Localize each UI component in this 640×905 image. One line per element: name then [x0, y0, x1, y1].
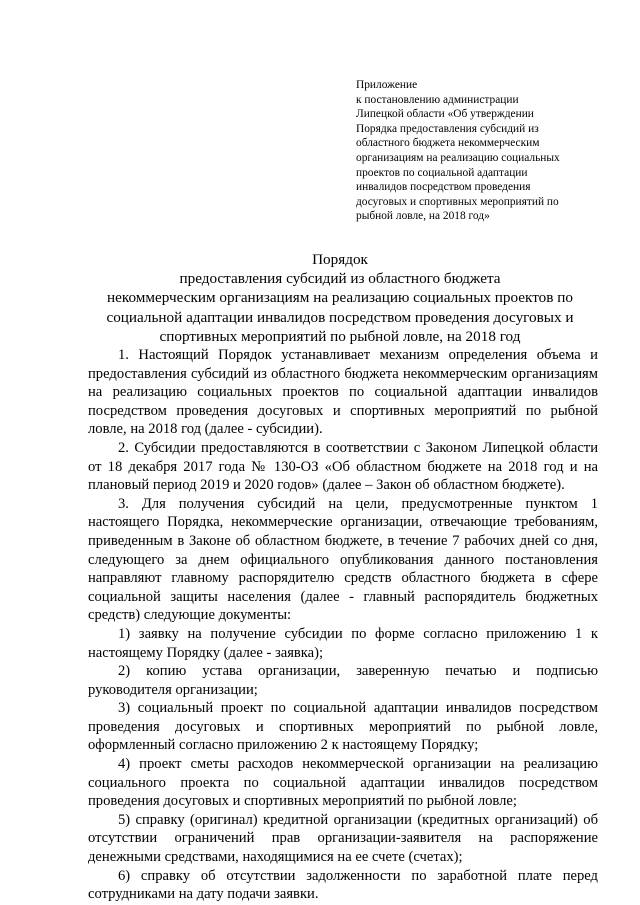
appendix-line: организациям на реализацию социальных — [356, 151, 560, 164]
paragraph-2: 2. Субсидии предоставляются в соответствии с Законом Липецкой области от 18 декабря 2017 года № 130-ОЗ «Об областном бюджете на 2018 год и на плановый период 2019 и 2020 годов» (далее – Закон об областном бюджете). — [88, 439, 598, 494]
appendix-line: Липецкой области «Об утверждении — [356, 108, 534, 121]
appendix-line: инвалидов посредством проведения — [356, 181, 531, 194]
appendix-line: рыбной ловле, на 2018 год» — [356, 210, 490, 223]
list-item-5: 5) справку (оригинал) кредитной организации (кредитных организаций) об отсутствии ограничений прав организации-заявителя на распоряжение денежными средствами, находящимися на ее счете (счетах); — [88, 811, 598, 866]
list-item-6: 6) справку об отсутствии задолженности по заработной плате перед сотрудниками на дату подачи заявки. — [88, 867, 598, 903]
appendix-line: областного бюджета некоммерческим — [356, 137, 540, 150]
title-line: социальной адаптации инвалидов посредством проведения досуговых и — [106, 308, 574, 326]
title-line: спортивных мероприятий по рыбной ловле, на 2018 год — [159, 327, 521, 345]
document-body — [88, 346, 598, 904]
paragraph-1: 1. Настоящий Порядок устанавливает механизм определения объема и предоставления субсидий из областного бюджета некоммерческим организациям на реализацию социальных проектов по социальной адаптации инвалидов посредством проведения досуговых и спортивных мероприятий по рыбной ловле, на 2018 год (далее - субсидии). — [88, 347, 598, 438]
title-line: предоставления субсидий из областного бюджета — [179, 270, 501, 288]
appendix-line: к постановлению администрации — [356, 93, 519, 106]
appendix-line: досуговых и спортивных мероприятий по — [356, 195, 559, 208]
title-line: некоммерческим организациям на реализацию социальных проектов по — [107, 289, 573, 307]
appendix-block — [356, 78, 596, 224]
list-item-4: 4) проект сметы расходов некоммерческой организации на реализацию социального проекта по социальной адаптации инвалидов посредством проведения досуговых и спортивных мероприятий по рыбной ловле; — [88, 756, 598, 810]
list-item-1: 1) заявку на получение субсидии по форме согласно приложению 1 к настоящему Порядку (далее - заявка); — [88, 625, 598, 661]
appendix-line: Приложение — [356, 79, 418, 91]
list-item-2: 2) копию устава организации, заверенную печатью и подписью руководителя организации; — [88, 663, 598, 698]
list-item-3: 3) социальный проект по социальной адаптации инвалидов посредством проведения досуговых и спортивных мероприятий по рыбной ловле, оформленный согласно приложению 2 к настоящему Порядку; — [88, 700, 598, 754]
title-line: Порядок — [312, 251, 368, 268]
paragraph-3: 3. Для получения субсидий на цели, предусмотренные пунктом 1 настоящего Порядка, некоммерческие организации, отвечающие требованиям, приведенным в Законе об областном бюджете, в течение 7 рабочих дней со дня, следующего за днем официального опубликования данного постановления направляют главному распорядителю средств областного бюджета в сфере социальной защиты населения (далее - главный распорядитель бюджетных средств) следующие документы: — [88, 495, 598, 624]
appendix-line: Порядка предоставления субсидий из — [356, 122, 539, 135]
appendix-line: проектов по социальной адаптации — [356, 166, 528, 179]
document-title — [80, 250, 600, 346]
